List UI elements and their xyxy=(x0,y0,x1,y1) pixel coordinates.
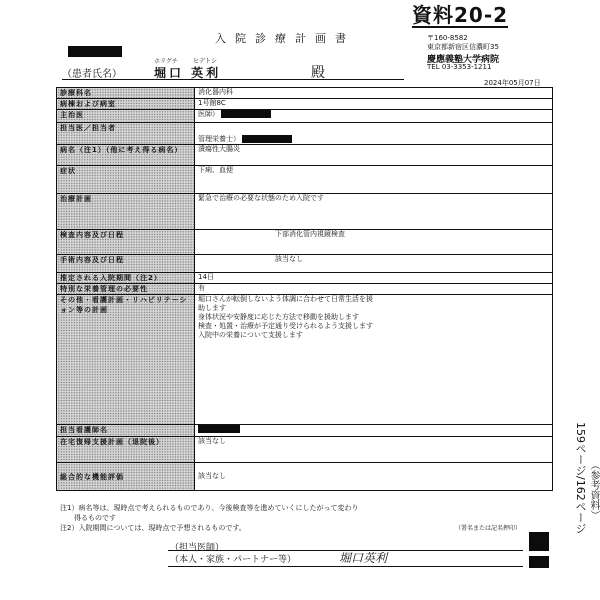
footnote-line: 得るものです xyxy=(60,514,116,522)
table-row xyxy=(57,425,553,437)
row-value: 該当なし xyxy=(195,255,553,273)
redaction-block xyxy=(198,425,240,433)
plan-table xyxy=(56,87,553,491)
row-value: 有 xyxy=(195,284,553,295)
care-plan-line: 助します xyxy=(198,304,226,312)
signature-hint: （署名または記名押印） xyxy=(455,525,522,532)
document-tag: 資料20-2 xyxy=(412,3,509,27)
table-row xyxy=(57,273,553,284)
row-label: 治療計画 xyxy=(57,194,195,230)
redaction-block xyxy=(68,46,122,57)
row-value: 下部消化管内視鏡検査 xyxy=(195,230,553,255)
attending-doctor-label: 医師） xyxy=(198,110,219,118)
row-label: 診療科名 xyxy=(57,88,195,99)
furigana-family: ホリグチ xyxy=(154,58,178,65)
table-row xyxy=(57,166,553,194)
row-value xyxy=(195,425,553,437)
doctor-signature-label: （担当医師） xyxy=(170,543,225,553)
hospital-tel: TEL 03-3353-1211 xyxy=(427,63,492,71)
row-label: 担当看護師名 xyxy=(57,425,195,437)
redaction-block xyxy=(529,556,549,568)
row-label: 症状 xyxy=(57,166,195,194)
table-row xyxy=(57,295,553,425)
furigana-given: ヒデトシ xyxy=(193,58,218,65)
row-value xyxy=(195,295,553,425)
row-value xyxy=(195,123,553,145)
footnote-line: 注1）病名等は、現時点で考えられるものであり、今後検査等を進めていくにしたがって変わり xyxy=(60,504,359,512)
row-label: 推定される入院期間（注2） xyxy=(57,273,195,284)
dietitian-label: 管理栄養士） xyxy=(198,135,240,143)
row-value: 該当なし xyxy=(195,463,553,491)
patient-name: 堀口 英利 xyxy=(154,66,222,80)
row-value: 潰瘍性大腸炎 xyxy=(195,145,553,166)
row-label: その他・看護計画・リハビリテーション等の計画 xyxy=(57,295,195,425)
redaction-block xyxy=(221,110,271,118)
care-plan-line: 入院中の栄養について支援します xyxy=(198,331,303,339)
page-number-side: 159ページ/162ページ xyxy=(574,422,587,534)
row-label: 在宅復帰支援計画（退院後） xyxy=(57,437,195,463)
row-label: 病棟および病室 xyxy=(57,99,195,110)
care-plan-line: 堀口さんが転倒しないよう体調に合わせて日常生活を援 xyxy=(198,295,373,303)
redaction-block xyxy=(529,532,549,551)
table-row xyxy=(57,255,553,273)
row-value: 1号館8C xyxy=(195,99,553,110)
row-value: 消化器内科 xyxy=(195,88,553,99)
document-title: 入院診療計画書 xyxy=(215,32,355,45)
table-row xyxy=(57,284,553,295)
hospital-postal: 〒160-8582 xyxy=(427,34,468,42)
row-value: 該当なし xyxy=(195,437,553,463)
hospital-address: 東京都新宿区信濃町35 xyxy=(427,43,499,51)
row-label: 検査内容及び日程 xyxy=(57,230,195,255)
redaction-block xyxy=(242,135,292,143)
row-label: 主治医 xyxy=(57,110,195,123)
care-plan-line: 検査・処置・治療が予定通り受けられるよう支援します xyxy=(198,322,373,330)
table-row xyxy=(57,123,553,145)
row-label: 病名（注1）（他に考え得る病名） xyxy=(57,145,195,166)
row-label: 手術内容及び日程 xyxy=(57,255,195,273)
patient-underline xyxy=(62,79,404,80)
table-row xyxy=(57,99,553,110)
footnote-line: 注2）入院期間については、現時点で予想されるものです。 xyxy=(60,524,246,532)
footnotes xyxy=(60,503,358,533)
honorific: 殿 xyxy=(311,65,325,81)
row-label: 特別な栄養管理の必要性 xyxy=(57,284,195,295)
row-value: 下痢、血便 xyxy=(195,166,553,194)
handwritten-signature: 堀口英利 xyxy=(339,551,388,565)
table-row xyxy=(57,145,553,166)
row-label: 総合的な機能評価 xyxy=(57,463,195,491)
hospital-name: 慶應義塾大学病院 xyxy=(427,55,500,65)
patient-label: （患者氏名） xyxy=(62,69,122,80)
care-plan-line: 身体状況や安静度に応じた方法で移動を援助します xyxy=(198,313,359,321)
family-signature-line xyxy=(168,566,523,567)
row-value: 14日 xyxy=(195,273,553,284)
issue-date: 2024年05月07日 xyxy=(484,79,541,87)
table-row xyxy=(57,110,553,123)
table-row xyxy=(57,437,553,463)
row-value xyxy=(195,110,553,123)
family-signature-label: （本人・家族・パートナー等） xyxy=(170,555,297,565)
table-row xyxy=(57,194,553,230)
table-row xyxy=(57,88,553,99)
row-label: 担当医／担当者 xyxy=(57,123,195,145)
reference-side: （参考資料） xyxy=(588,460,599,520)
table-row xyxy=(57,230,553,255)
row-value: 緊急で治療の必要な状態のため入院です xyxy=(195,194,553,230)
table-row xyxy=(57,463,553,491)
